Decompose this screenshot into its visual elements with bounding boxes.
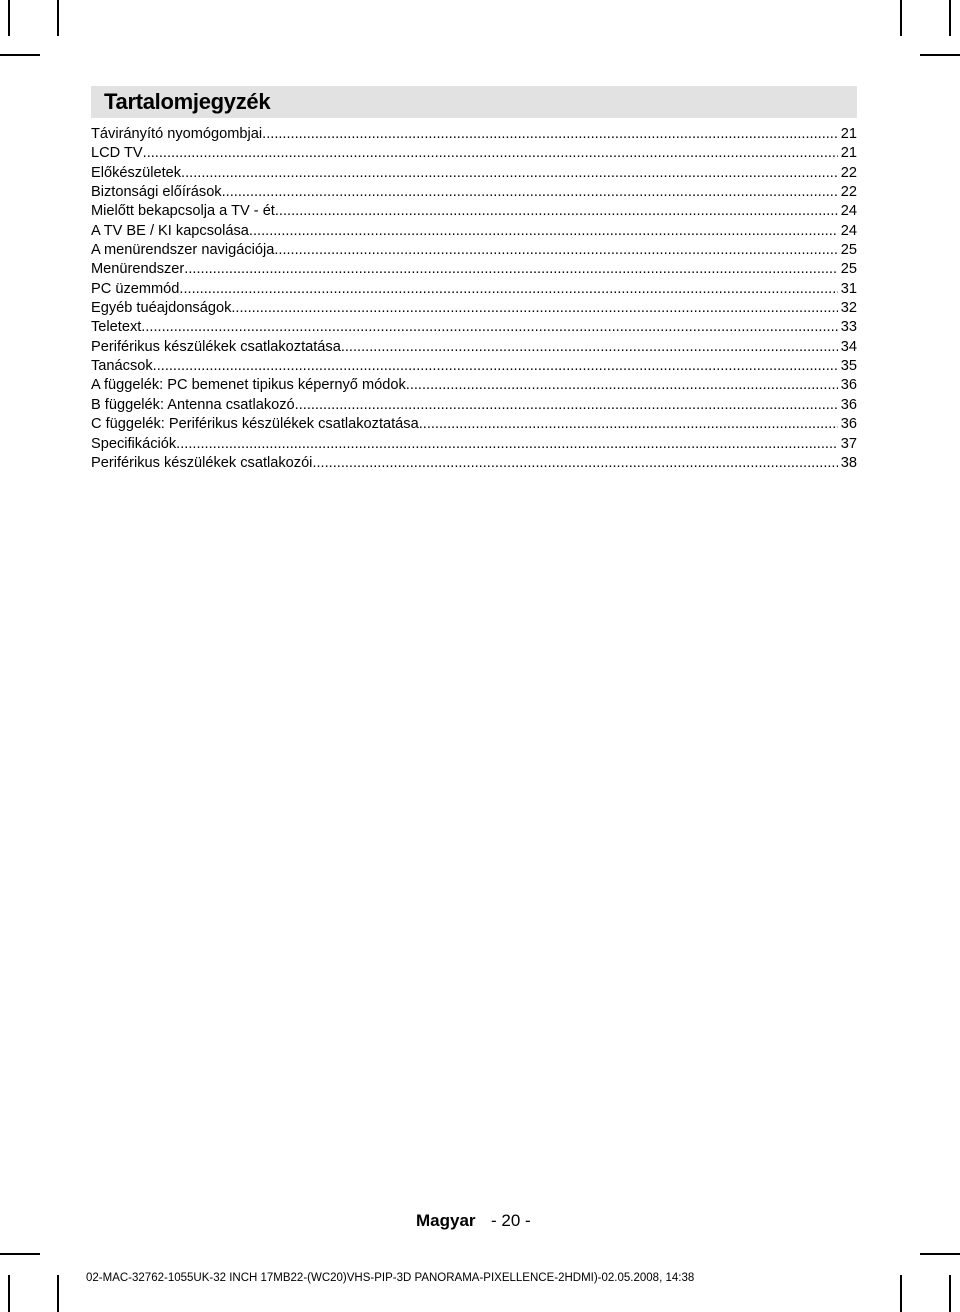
toc-entry[interactable] <box>91 415 857 434</box>
toc-entry-title: Előkészületek <box>91 164 182 181</box>
crop-mark <box>0 1253 40 1255</box>
toc-entry-title: Periférikus készülékek csatlakoztatása <box>91 338 341 355</box>
toc-entry-page: 38 <box>840 454 857 471</box>
toc-entry-page: 21 <box>840 126 857 142</box>
toc-entry[interactable] <box>91 299 857 318</box>
toc-dot-leader <box>153 357 838 376</box>
toc-entry[interactable] <box>91 183 857 202</box>
toc-entry-page: 33 <box>840 319 857 336</box>
toc-dot-leader <box>295 396 838 415</box>
toc-entry[interactable] <box>91 376 857 395</box>
toc-entry[interactable] <box>91 222 857 241</box>
crop-mark <box>900 1275 902 1312</box>
page-title: Tartalomjegyzék <box>104 89 271 114</box>
toc-entry[interactable] <box>91 454 857 473</box>
toc-dot-leader <box>184 260 837 279</box>
toc-entry-page: 37 <box>840 435 857 452</box>
crop-mark <box>57 0 59 36</box>
crop-mark <box>57 1275 59 1312</box>
toc-entry-page: 22 <box>840 164 857 181</box>
toc-entry-page: 36 <box>840 416 857 433</box>
toc-dot-leader <box>274 241 837 260</box>
toc-dot-leader <box>176 435 838 454</box>
toc-entry-title: Egyéb tuéajdonságok <box>91 300 232 317</box>
toc-entry-title: LCD TV <box>91 145 143 162</box>
crop-mark <box>8 0 10 36</box>
crop-mark <box>8 1275 10 1312</box>
toc-dot-leader <box>141 318 837 337</box>
toc-entry-title: Menürendszer <box>91 261 185 278</box>
toc-dot-leader <box>231 299 837 318</box>
toc-entry-title: Periférikus készülékek csatlakozói <box>91 454 313 471</box>
toc-entry[interactable] <box>91 164 857 183</box>
toc-dot-leader <box>341 338 838 357</box>
toc-entry[interactable] <box>91 435 857 454</box>
toc-entry-title: Biztonsági előírások <box>91 184 222 201</box>
toc-entry-page: 25 <box>840 261 857 278</box>
toc-dot-leader <box>181 164 838 183</box>
toc-entry[interactable] <box>91 357 857 376</box>
toc-entry-title: A TV BE / KI kapcsolása <box>91 222 249 239</box>
toc-entry-title: Specifikációk <box>91 435 177 452</box>
footer-language: Magyar <box>416 1211 476 1230</box>
toc-entry[interactable] <box>91 338 857 357</box>
crop-mark <box>949 1275 951 1312</box>
toc-entry-title: Mielőtt bekapcsolja a TV - ét <box>91 203 275 220</box>
toc-dot-leader <box>312 454 837 473</box>
toc-dot-leader <box>249 222 838 241</box>
toc-entry-page: 36 <box>840 377 857 394</box>
toc-dot-leader <box>143 144 838 163</box>
toc-entry[interactable] <box>91 260 857 279</box>
toc-entry[interactable] <box>91 125 857 144</box>
toc-entry-title: B függelék: Antenna csatlakozó <box>91 396 295 413</box>
toc-entry-page: 24 <box>840 203 857 220</box>
toc-entry[interactable] <box>91 318 857 337</box>
toc-entry-page: 24 <box>840 222 857 239</box>
toc-dot-leader <box>419 415 838 434</box>
toc-dot-leader <box>275 202 838 221</box>
crop-mark <box>920 1253 960 1255</box>
table-of-contents <box>91 125 857 473</box>
toc-entry-page: 36 <box>840 396 857 413</box>
toc-entry-title: A menürendszer navigációja <box>91 242 275 259</box>
toc-dot-leader <box>222 183 838 202</box>
toc-heading-bar <box>91 86 857 118</box>
toc-entry-page: 21 <box>840 145 857 162</box>
print-slug: 02-MAC-32762-1055UK-32 INCH 17MB22-(WC20)VHS-PIP-3D PANORAMA-PIXELLENCE-2HDMI)-02.05.2008, 14:38 <box>86 1272 695 1284</box>
crop-mark <box>0 54 40 56</box>
toc-dot-leader <box>262 125 838 144</box>
toc-entry-title: A függelék: PC bemenet tipikus képernyő módok <box>91 377 406 394</box>
toc-entry[interactable] <box>91 241 857 260</box>
toc-entry-page: 32 <box>840 300 857 317</box>
toc-entry[interactable] <box>91 144 857 163</box>
toc-entry-page: 31 <box>840 280 857 297</box>
toc-entry-title: PC üzemmód <box>91 280 180 297</box>
crop-mark <box>900 0 902 36</box>
toc-entry-page: 34 <box>840 338 857 355</box>
footer-page-number: - 20 - <box>491 1211 531 1230</box>
toc-entry[interactable] <box>91 202 857 221</box>
toc-entry-page: 22 <box>840 184 857 201</box>
toc-entry-title: Tanácsok <box>91 358 153 375</box>
toc-entry-title: Távirányító nyomógombjai <box>91 126 263 142</box>
toc-entry-page: 35 <box>840 358 857 375</box>
toc-dot-leader <box>179 280 837 299</box>
crop-mark <box>949 0 951 36</box>
toc-entry-page: 25 <box>840 242 857 259</box>
toc-dot-leader <box>406 376 838 395</box>
crop-mark <box>920 54 960 56</box>
toc-entry[interactable] <box>91 396 857 415</box>
toc-entry-title: C függelék: Periférikus készülékek csatlakoztatása <box>91 416 419 433</box>
toc-entry[interactable] <box>91 280 857 299</box>
toc-entry-title: Teletext <box>91 319 142 336</box>
